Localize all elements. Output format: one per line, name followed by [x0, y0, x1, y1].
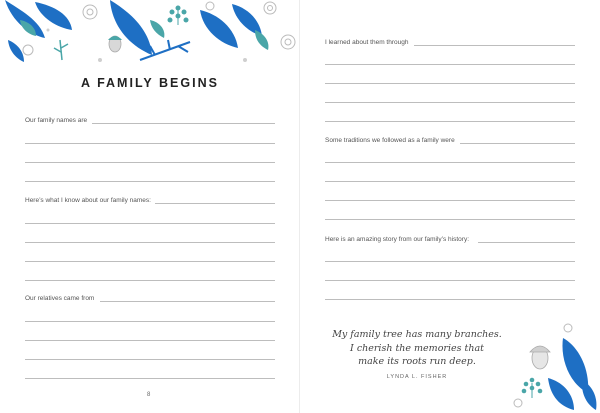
leaf-border-decoration — [0, 0, 300, 70]
prompt-amazing-story: Here is an amazing story from our family’s history: — [325, 236, 470, 243]
leaf-icon — [582, 380, 597, 410]
writing-line[interactable] — [25, 162, 275, 163]
berry-cluster-icon — [168, 6, 189, 26]
corner-leaf-decoration — [508, 318, 600, 413]
writing-line[interactable] — [25, 143, 275, 144]
prompt-learned-through: I learned about them through — [325, 39, 409, 46]
writing-line[interactable] — [25, 378, 275, 379]
writing-line[interactable] — [100, 301, 275, 302]
writing-line[interactable] — [25, 181, 275, 182]
writing-line[interactable] — [325, 121, 575, 122]
leaf-icon — [548, 378, 574, 410]
prompt-relatives: Our relatives came from — [25, 295, 95, 302]
acorn-icon — [530, 346, 550, 369]
page-number: 8 — [147, 392, 151, 398]
leaf-icon — [200, 10, 238, 48]
writing-line[interactable] — [414, 45, 575, 46]
writing-line[interactable] — [325, 64, 575, 65]
writing-line[interactable] — [325, 162, 575, 163]
writing-line[interactable] — [325, 102, 575, 103]
writing-line[interactable] — [325, 261, 575, 262]
writing-line[interactable] — [25, 280, 275, 281]
quote-author: LYNDA L. FISHER — [386, 374, 448, 380]
writing-line[interactable] — [25, 321, 275, 322]
writing-line[interactable] — [325, 200, 575, 201]
writing-line[interactable] — [325, 181, 575, 182]
writing-line[interactable] — [325, 299, 575, 300]
quote — [322, 328, 512, 369]
leaf-icon — [35, 2, 72, 30]
writing-line[interactable] — [25, 223, 275, 224]
writing-line[interactable] — [92, 123, 275, 124]
leaf-icon — [150, 20, 164, 38]
twig-icon — [54, 40, 68, 60]
writing-line[interactable] — [25, 359, 275, 360]
writing-line[interactable] — [325, 83, 575, 84]
quote-line: I cherish the memories that — [350, 342, 484, 354]
writing-line[interactable] — [460, 143, 575, 144]
quote-line: My family tree has many branches. — [332, 329, 502, 340]
page-title: A FAMILY BEGINS — [81, 76, 219, 90]
quote-line: make its roots run deep. — [358, 356, 476, 367]
writing-line[interactable] — [478, 242, 575, 243]
writing-line[interactable] — [325, 280, 575, 281]
writing-line[interactable] — [325, 219, 575, 220]
writing-line[interactable] — [25, 261, 275, 262]
leaf-icon — [255, 30, 268, 50]
leaf-icon — [8, 40, 24, 62]
acorn-icon — [108, 36, 122, 52]
prompt-know-names: Here’s what I know about our family names: — [25, 197, 151, 204]
writing-line[interactable] — [25, 340, 275, 341]
writing-line[interactable] — [155, 203, 275, 204]
prompt-family-names: Our family names are — [25, 117, 88, 124]
writing-line[interactable] — [25, 242, 275, 243]
prompt-traditions: Some traditions we followed as a family were — [325, 137, 455, 144]
berry-cluster-icon — [522, 378, 543, 398]
